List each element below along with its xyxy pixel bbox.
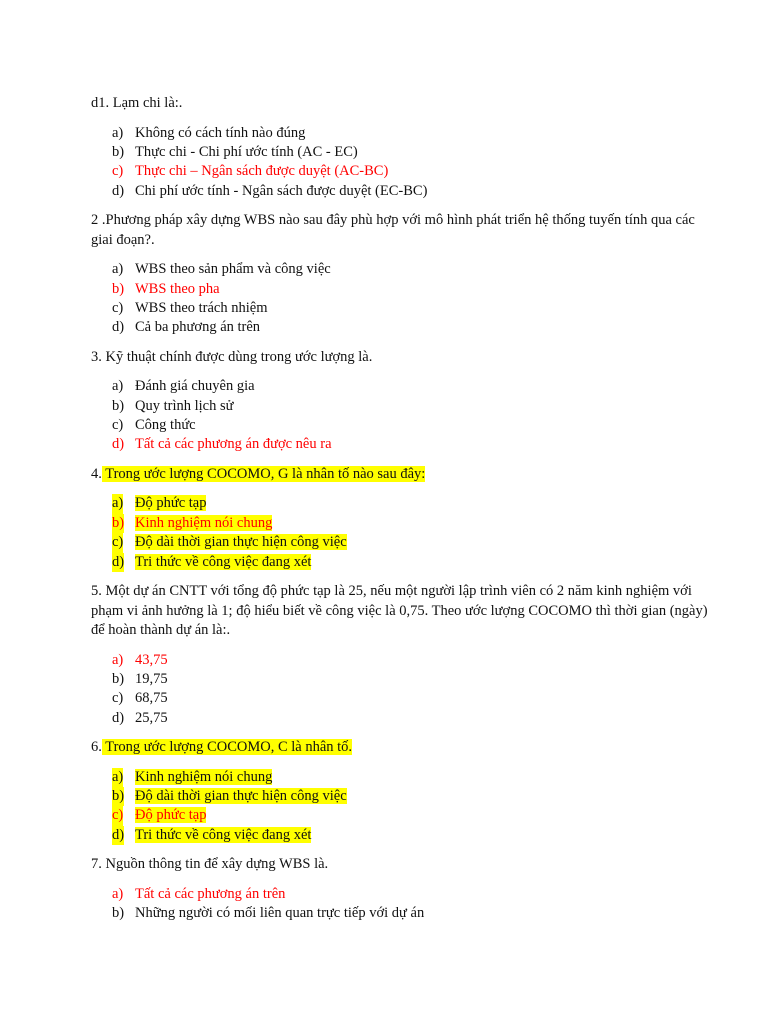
answer-options — [91, 494, 708, 572]
answer-option-d — [91, 435, 708, 454]
option-letter: a) — [112, 651, 124, 668]
option-text: Tri thức về công việc đang xét — [135, 553, 312, 570]
option-letter: d) — [112, 319, 125, 336]
option-letter: b) — [112, 280, 125, 297]
option-letter: b) — [112, 514, 124, 533]
question-stem — [91, 855, 708, 875]
question-stem — [91, 582, 708, 641]
option-letter: d) — [112, 709, 125, 726]
answer-option-a — [91, 885, 708, 904]
answer-option-c — [91, 162, 708, 181]
option-letter: c) — [112, 299, 124, 316]
option-text: Tất cả các phương án trên — [135, 885, 286, 902]
option-letter: a) — [112, 124, 124, 141]
question-7 — [91, 855, 708, 923]
answer-options — [91, 768, 708, 846]
answer-options — [91, 260, 708, 338]
option-letter: a) — [112, 261, 124, 278]
answer-option-a — [91, 768, 708, 787]
question-text: 7. Nguồn thông tin để xây dựng WBS là. — [91, 856, 329, 873]
answer-option-c — [91, 689, 708, 708]
question-2 — [91, 211, 708, 338]
option-text: Những người có mối liên quan trực tiếp với dự án — [135, 905, 425, 922]
question-stem — [91, 738, 708, 758]
answer-option-b — [91, 670, 708, 689]
question-text: d1. Lạm chi là:. — [91, 95, 183, 111]
option-letter: c) — [112, 806, 123, 825]
option-text: Đánh giá chuyên gia — [135, 378, 255, 395]
question-stem — [91, 94, 708, 114]
answer-option-c — [91, 416, 708, 435]
question-3 — [91, 348, 708, 455]
question-text: 3. Kỹ thuật chính được dùng trong ước lượng là. — [91, 348, 373, 365]
question-5 — [91, 582, 708, 728]
option-letter: c) — [112, 533, 123, 552]
question-1 — [91, 94, 708, 201]
answer-option-b — [91, 514, 708, 533]
answer-option-a — [91, 377, 708, 396]
answer-options — [91, 885, 708, 924]
question-number: 6. — [91, 739, 102, 756]
option-text: Công thức — [135, 417, 196, 434]
answer-option-d — [91, 318, 708, 337]
option-letter: a) — [112, 378, 124, 395]
answer-option-c — [91, 806, 708, 825]
answer-option-b — [91, 904, 708, 923]
option-letter: d) — [112, 436, 125, 453]
answer-option-d — [91, 553, 708, 572]
option-text: Độ phức tạp — [135, 807, 207, 824]
answer-option-d — [91, 182, 708, 201]
option-letter: c) — [112, 690, 124, 707]
option-text: WBS theo trách nhiệm — [135, 299, 268, 316]
option-letter: b) — [112, 670, 125, 687]
option-text: Kinh nghiệm nói chung — [135, 768, 273, 785]
answer-option-b — [91, 397, 708, 416]
option-text: Độ dài thời gian thực hiện công việc — [135, 534, 347, 551]
question-text: Trong ước lượng COCOMO, G là nhân tố nào sau đây: — [101, 465, 426, 482]
answer-option-c — [91, 299, 708, 318]
option-letter: b) — [112, 143, 125, 160]
question-stem — [91, 465, 708, 485]
question-stem — [91, 348, 708, 368]
question-6 — [91, 738, 708, 845]
option-letter: b) — [112, 397, 125, 414]
option-text: Kinh nghiệm nói chung — [135, 514, 273, 531]
answer-options — [91, 377, 708, 455]
question-4 — [91, 465, 708, 572]
option-letter: c) — [112, 417, 124, 434]
question-number: 4. — [91, 465, 102, 482]
answer-option-a — [91, 260, 708, 279]
question-stem — [91, 211, 708, 250]
option-letter: c) — [112, 163, 124, 180]
question-text: 2 .Phương pháp xây dựng WBS nào sau đây phù hợp với mô hình phát triển hệ thống tuyến tính qua các giai đoạn?. — [91, 212, 695, 248]
option-text: Thực chi – Ngân sách được duyệt (AC-BC) — [135, 163, 389, 180]
answer-option-a — [91, 494, 708, 513]
option-letter: a) — [112, 494, 123, 513]
option-letter: d) — [112, 553, 124, 572]
question-text: 5. Một dự án CNTT với tổng độ phức tạp là 25, nếu một người lập trình viên có 2 năm kinh nghiệm với phạm vi ảnh hưởng là 1; độ hiểu biết về công việc là 0,75. Theo ước lượng COCOMO thì thời gian (ngày) để hoàn thành dự án là:. — [91, 583, 708, 638]
option-text: Tất cả các phương án được nêu ra — [135, 436, 332, 453]
option-text: Độ dài thời gian thực hiện công việc — [135, 788, 347, 805]
answer-options — [91, 651, 708, 729]
answer-option-a — [91, 651, 708, 670]
answer-option-b — [91, 787, 708, 806]
option-text: 43,75 — [135, 651, 168, 668]
option-text: 19,75 — [135, 670, 168, 687]
option-letter: b) — [112, 787, 124, 806]
option-text: 68,75 — [135, 690, 168, 707]
option-text: WBS theo pha — [135, 280, 220, 297]
question-list — [91, 94, 708, 924]
answer-option-b — [91, 280, 708, 299]
option-text: WBS theo sản phẩm và công việc — [135, 261, 331, 278]
option-text: 25,75 — [135, 709, 168, 726]
answer-option-a — [91, 124, 708, 143]
answer-option-b — [91, 143, 708, 162]
option-text: Tri thức về công việc đang xét — [135, 826, 312, 843]
option-letter: a) — [112, 768, 123, 787]
option-letter: b) — [112, 905, 125, 922]
answer-option-c — [91, 533, 708, 552]
option-text: Không có cách tính nào đúng — [135, 124, 306, 141]
answer-options — [91, 124, 708, 202]
option-text: Cả ba phương án trên — [135, 319, 261, 336]
question-text: Trong ước lượng COCOMO, C là nhân tố. — [101, 739, 353, 756]
option-text: Thực chi - Chi phí ước tính (AC - EC) — [135, 143, 358, 160]
option-letter: a) — [112, 885, 124, 902]
answer-option-d — [91, 709, 708, 728]
answer-option-d — [91, 826, 708, 845]
option-text: Độ phức tạp — [135, 495, 207, 512]
option-text: Chi phí ước tính - Ngân sách được duyệt (EC-BC) — [135, 182, 428, 199]
option-text: Quy trình lịch sử — [135, 397, 234, 414]
option-letter: d) — [112, 182, 125, 199]
option-letter: d) — [112, 826, 124, 845]
